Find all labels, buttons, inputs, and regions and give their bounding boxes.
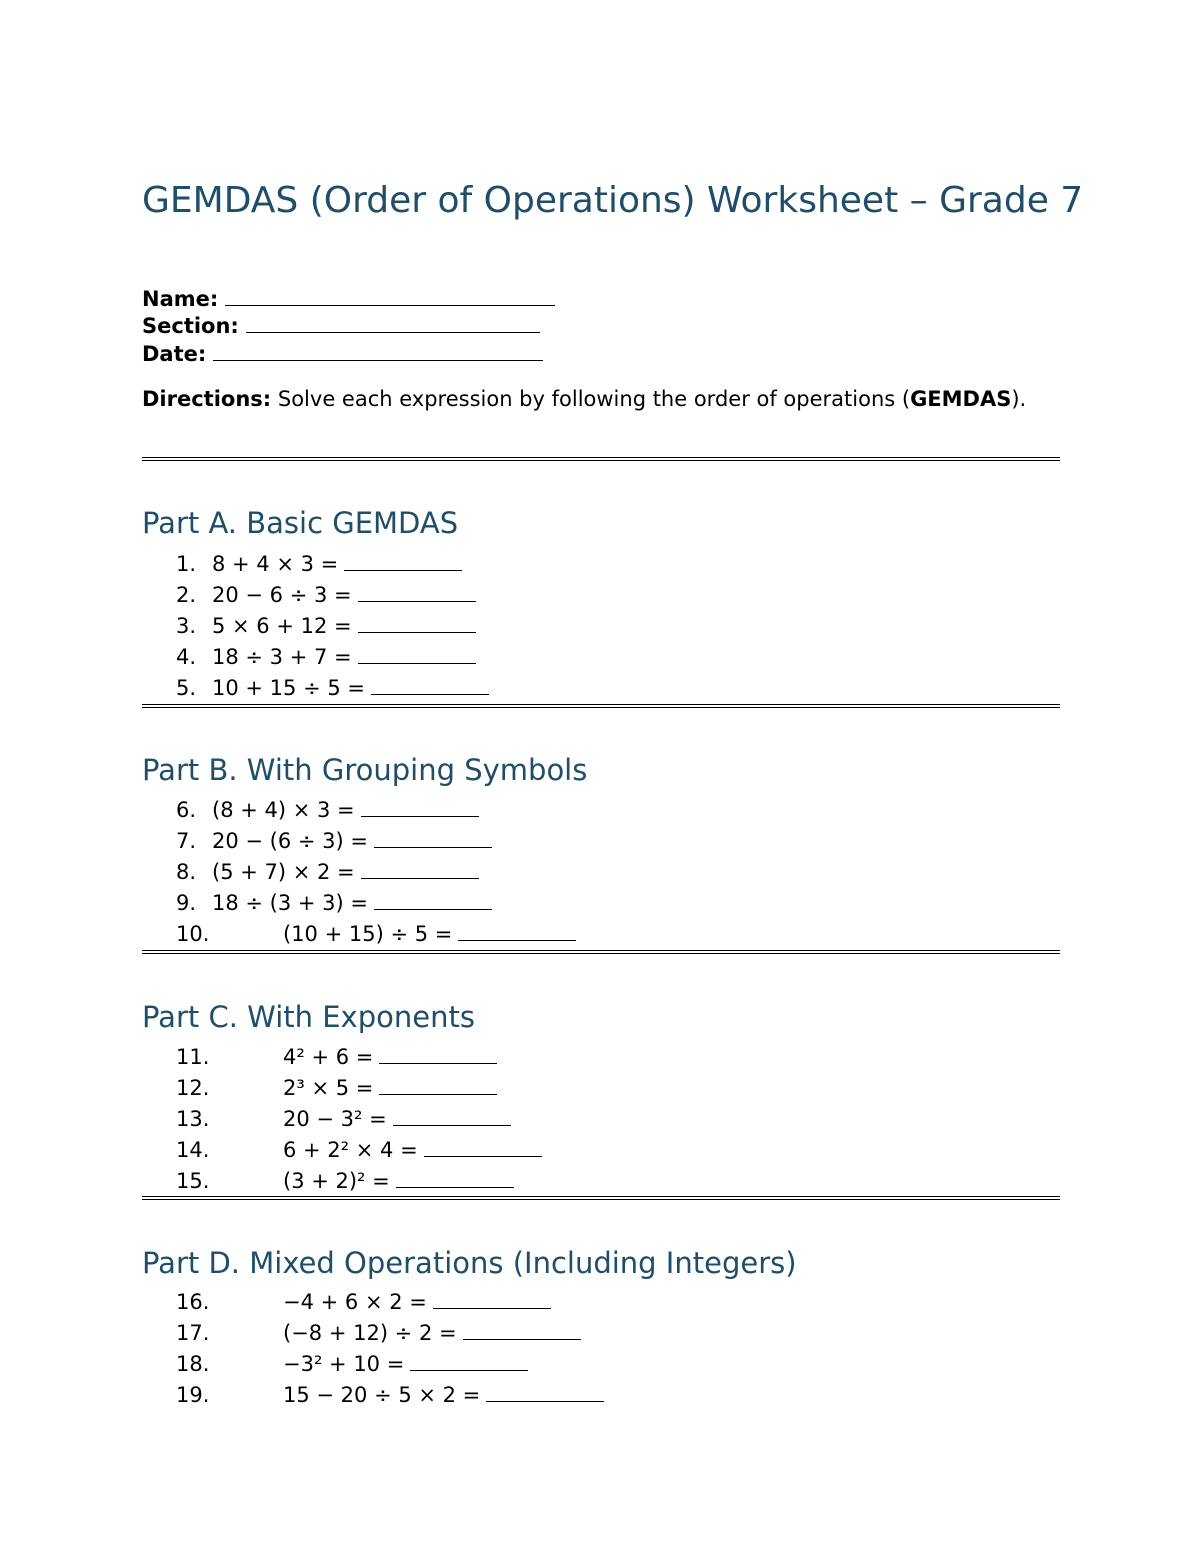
answer-blank[interactable]	[374, 829, 492, 848]
problem-number: 14.	[176, 1138, 210, 1162]
problem-number: 16.	[176, 1290, 210, 1314]
section-divider	[142, 950, 1060, 954]
name-blank[interactable]	[225, 287, 555, 306]
answer-blank[interactable]	[433, 1290, 551, 1309]
expression-text: 8 + 4 × 3 =	[212, 552, 339, 576]
date-field	[142, 340, 543, 368]
expression-text: 15 − 20 ÷ 5 × 2 =	[283, 1383, 481, 1407]
problem-expression	[212, 643, 476, 671]
expression-text: 10 + 15 ÷ 5 =	[212, 676, 365, 700]
directions	[142, 385, 1042, 413]
answer-blank[interactable]	[379, 1045, 497, 1064]
expression-text: 20 − 3² =	[283, 1107, 387, 1131]
expression-text: (8 + 4) × 3 =	[212, 798, 355, 822]
answer-blank[interactable]	[361, 860, 479, 879]
answer-blank[interactable]	[393, 1107, 511, 1126]
date-blank[interactable]	[213, 342, 543, 361]
answer-blank[interactable]	[396, 1169, 514, 1188]
problem-expression	[212, 827, 492, 855]
expression-text: 5 × 6 + 12 =	[212, 614, 352, 638]
problem-expression	[283, 1319, 581, 1347]
problem-expression	[212, 612, 476, 640]
problem-expression	[283, 1350, 528, 1378]
expression-text: 4² + 6 =	[283, 1045, 374, 1069]
answer-blank[interactable]	[424, 1138, 542, 1157]
problem-number: 9.	[176, 891, 197, 915]
answer-blank[interactable]	[371, 676, 489, 695]
expression-text: 18 ÷ (3 + 3) =	[212, 891, 368, 915]
answer-blank[interactable]	[358, 583, 476, 602]
answer-blank[interactable]	[410, 1352, 528, 1371]
problem-number: 3.	[176, 614, 197, 638]
problem-expression	[212, 674, 489, 702]
problem-number: 13.	[176, 1107, 210, 1131]
section-field	[142, 312, 540, 340]
answer-blank[interactable]	[379, 1076, 497, 1095]
date-label: Date:	[142, 342, 207, 366]
expression-text: 20 − 6 ÷ 3 =	[212, 583, 352, 607]
problem-number: 15.	[176, 1169, 210, 1193]
answer-blank[interactable]	[358, 614, 476, 633]
problem-expression	[283, 1136, 542, 1164]
section-divider	[142, 1196, 1060, 1200]
directions-label: Directions:	[142, 387, 272, 411]
problem-expression	[283, 1074, 497, 1102]
problem-expression	[212, 581, 476, 609]
part-heading: Part B. With Grouping Symbols	[142, 753, 588, 787]
expression-text: 20 − (6 ÷ 3) =	[212, 829, 368, 853]
expression-text: (3 + 2)² =	[283, 1169, 390, 1193]
expression-text: (10 + 15) ÷ 5 =	[283, 922, 453, 946]
directions-bold: GEMDAS	[910, 387, 1012, 411]
problem-number: 11.	[176, 1045, 210, 1069]
problem-number: 6.	[176, 798, 197, 822]
problem-expression	[212, 550, 462, 578]
section-blank[interactable]	[246, 314, 540, 333]
section-label: Section:	[142, 314, 239, 338]
expression-text: 6 + 2² × 4 =	[283, 1138, 418, 1162]
directions-end: ).	[1011, 387, 1027, 411]
problem-number: 7.	[176, 829, 197, 853]
problem-number: 2.	[176, 583, 197, 607]
problem-expression	[283, 1043, 497, 1071]
problem-number: 5.	[176, 676, 197, 700]
expression-text: −4 + 6 × 2 =	[283, 1290, 427, 1314]
problem-expression	[283, 1381, 604, 1409]
answer-blank[interactable]	[463, 1321, 581, 1340]
problem-number: 10.	[176, 922, 210, 946]
problem-number: 17.	[176, 1321, 210, 1345]
answer-blank[interactable]	[486, 1383, 604, 1402]
answer-blank[interactable]	[344, 552, 462, 571]
problem-expression	[212, 796, 479, 824]
problem-number: 12.	[176, 1076, 210, 1100]
problem-number: 4.	[176, 645, 197, 669]
expression-text: −3² + 10 =	[283, 1352, 405, 1376]
problem-number: 19.	[176, 1383, 210, 1407]
name-field	[142, 285, 555, 313]
problem-number: 18.	[176, 1352, 210, 1376]
answer-blank[interactable]	[458, 922, 576, 941]
name-label: Name:	[142, 287, 219, 311]
section-divider	[142, 457, 1060, 461]
answer-blank[interactable]	[358, 645, 476, 664]
problem-expression	[283, 920, 576, 948]
part-heading: Part D. Mixed Operations (Including Integers)	[142, 1246, 797, 1280]
answer-blank[interactable]	[374, 891, 492, 910]
problem-expression	[212, 858, 479, 886]
page-title: GEMDAS (Order of Operations) Worksheet – Grade 7	[142, 180, 1084, 221]
part-heading: Part A. Basic GEMDAS	[142, 506, 459, 540]
problem-expression	[212, 889, 492, 917]
problem-number: 8.	[176, 860, 197, 884]
directions-text: Solve each expression by following the order of operations (	[271, 387, 911, 411]
part-heading: Part C. With Exponents	[142, 1000, 475, 1034]
section-divider	[142, 704, 1060, 708]
expression-text: 18 ÷ 3 + 7 =	[212, 645, 352, 669]
answer-blank[interactable]	[361, 798, 479, 817]
problem-expression	[283, 1167, 514, 1195]
expression-text: (5 + 7) × 2 =	[212, 860, 355, 884]
problem-expression	[283, 1288, 551, 1316]
problem-expression	[283, 1105, 511, 1133]
expression-text: 2³ × 5 =	[283, 1076, 374, 1100]
problem-number: 1.	[176, 552, 197, 576]
expression-text: (−8 + 12) ÷ 2 =	[283, 1321, 457, 1345]
